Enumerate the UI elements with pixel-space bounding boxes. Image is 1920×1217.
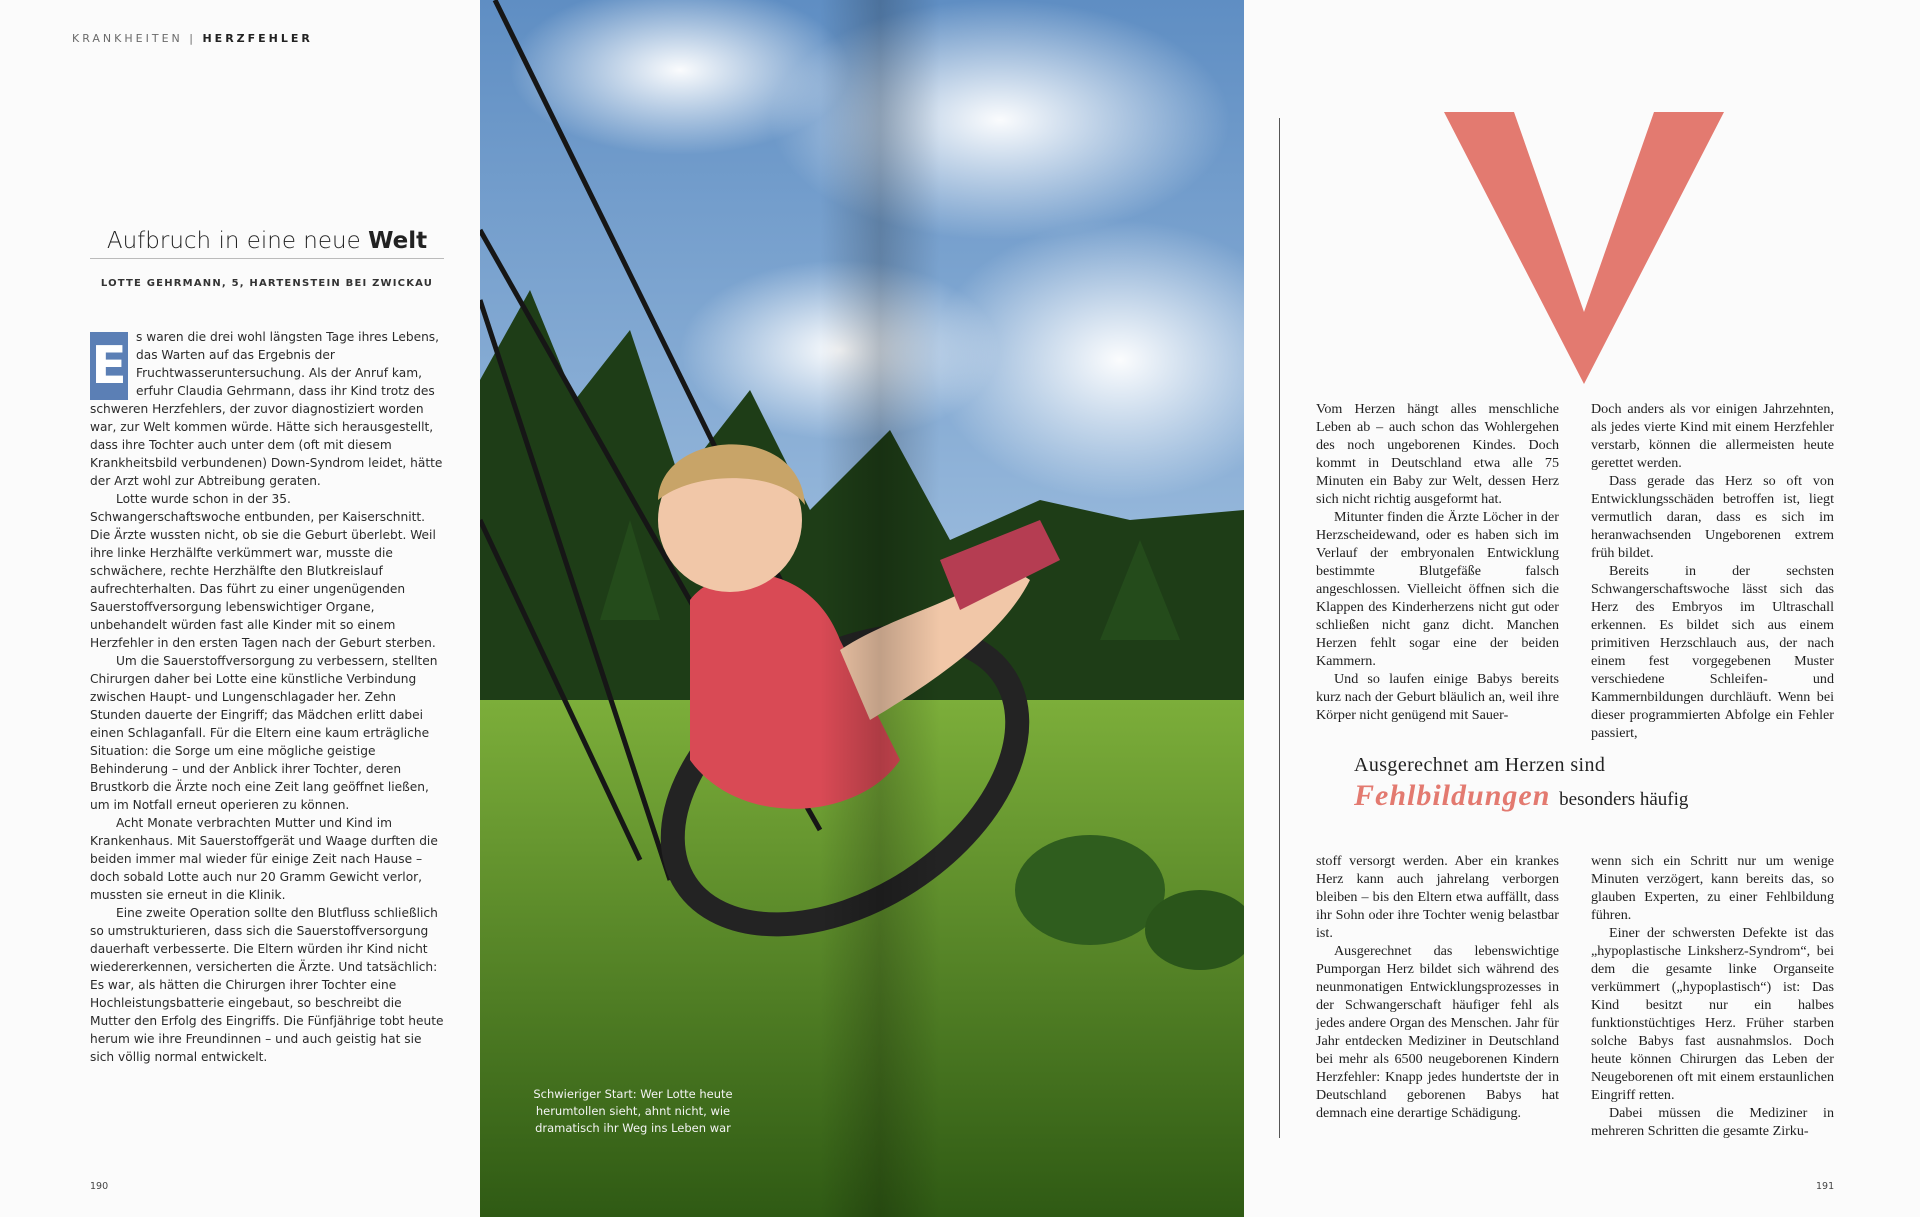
- left-body-text: [90, 328, 444, 1066]
- paragraph: Um die Sauerstoffversorgung zu verbessern, stellten Chirurgen daher bei Lotte eine künstliche Verbindung zwischen Haupt- und Lungenschlagader her. Zehn Stunden dauerte der Eingriff; das Mädchen erlitt dabei einen Schlaganfall. Für die Eltern eine kaum erträgliche Situation: die Sorge um eine mögliche geistige Behinderung – und der Anblick ihrer Tochter, deren Brustkorb die Ärzte noch eine Zeit lang geöffnet ließen, um im Notfall erneut operieren zu können.: [90, 654, 438, 812]
- article-headline: [90, 228, 444, 259]
- paragraph: Lotte wurde schon in der 35. Schwangerschaftswoche entbunden, per Kaiserschnitt. Die Ärzte wussten nicht, ob sie die Geburt überlebt. Weil ihre linke Herzhälfte verkümmert war, musste die schwächere, rechte Herzhälfte den Blutkreislauf aufrechterhalten. Das führt zu einer ungenügenden Sauerstoffversorgung lebenswichtiger Organe, unbehandelt würden fast alle Kinder mit so einem Herzfehler in den ersten Tagen nach der Geburt sterben.: [90, 492, 436, 650]
- paragraph-text: s waren die drei wohl längsten Tage ihres Lebens, das Warten auf das Ergebnis der Fruchtwasseruntersuchung. Als der Anruf kam, erfuhr Claudia Gehrmann, dass ihr Kind trotz des schweren Herzfehlers, der zuvor diagnostiziert worden war, zur Welt kommen würde. Hätte sich herausgestellt, dass ihre Tochter auch unter dem (oft mit diesem Krankheitsbild verbundenen) Down-Syndrom leidet, hätte der Arzt wohl zur Abtreibung geraten.: [90, 330, 443, 488]
- column-2-top: [1591, 400, 1834, 742]
- page-number-left: 190: [90, 1181, 109, 1192]
- paragraph: Vom Herzen hängt alles menschliche Leben ab – auch schon das Wohlergehen des noch ungeborenen Kindes. Doch kommt in Deutschland etwa alle 75 Minuten ein Baby zur Welt, dessen Herz sich nicht richtig ausgeformt hat.: [1316, 401, 1559, 507]
- paragraph: stoff versorgt werden. Aber ein krankes Herz kann auch jahrelang verborgen bleiben – bis den Eltern etwa auffällt, dass ihr Sohn oder ihre Tochter wenig belastbar ist.: [1316, 853, 1559, 941]
- paragraph: Dass gerade das Herz so oft von Entwicklungsschäden betroffen ist, liegt vermutlich daran, dass es sich im heranwachsenden Ungeborenen extrem früh bildet.: [1591, 473, 1834, 561]
- initial-v: [1444, 112, 1724, 384]
- headline-bold: Welt: [368, 228, 428, 254]
- drop-cap: E: [90, 332, 128, 400]
- byline: LOTTE GEHRMANN, 5, HARTENSTEIN BEI ZWICKAU: [100, 278, 434, 289]
- column-2-bottom: [1591, 852, 1834, 1140]
- column-1-top: [1316, 400, 1559, 724]
- paragraph: Ausgerechnet das lebenswichtige Pumporgan Herz bildet sich während des neunmonatigen Entwicklungsprozesses in der Schwangerschaft häufiger fehl als jedes andere Organ des Menschen. Jahr für Jahr entdecken Mediziner in Deutschland bei mehr als 6500 neugeborenen Kindern Herzfehler: Knapp jedes hundertste der in Deutschland geborenen Babys hat demnach eine derartige Schädigung.: [1316, 943, 1559, 1121]
- paragraph: Eine zweite Operation sollte den Blutfluss schließlich so umstrukturieren, dass sich die Sauerstoffversorgung dauerhaft verbesserte. Die Eltern würden ihr Kind nicht wiedererkennen, versicherten die Ärzte. Und tatsächlich: Es war, als hätten die Chirurgen ihrer Tochter eine Hochleistungsbatterie eingebaut, so beschreibt die Mutter den Erfolg des Eingriffs. Die Fünfjährige tobt heute herum wie ihre Freundinnen – und auch geistig hat sie sich völlig normal entwickelt.: [90, 906, 444, 1064]
- paragraph: Doch anders als vor einigen Jahrzehnten, als jedes vierte Kind mit einem Herzfehler verstarb, können die allermeisten heute gerettet werden.: [1591, 401, 1834, 471]
- initial-v-letter: V: [1584, 249, 1596, 266]
- paragraph: Dabei müssen die Mediziner in mehreren Schritten die gesamte Zirku-: [1591, 1105, 1834, 1139]
- paragraph: Bereits in der sechsten Schwangerschaftswoche lässt sich das Herz des Embryos im Ultraschall erkennen. Es bildet sich aus einem primitiven Herzschlauch aus, der nach einem fest vorgegebenen Muster verschiedene Schleifen- und Kammernbildungen durchläuft. Wenn bei dieser programmierten Abfolge ein Fehler passiert,: [1591, 563, 1834, 741]
- pull-quote-rest: besonders häufig: [1559, 789, 1689, 810]
- header-separator: |: [189, 32, 196, 45]
- page-gutter: [820, 0, 940, 1217]
- pull-quote-line1: Ausgerechnet am Herzen sind: [1354, 754, 1606, 776]
- paragraph: Einer der schwersten Defekte ist das „hypoplastische Linksherz-Syndrom“, bei dem die gesamte linke Organseite verkümmert („hypoplastisch“) ist: Das Kind besitzt nur ein halbes funktionstüchtiges Herz. Früher starben solche Babys fast ausnahmslos. Doch heute können Chirurgen das Leben der Neugeborenen oft mit einem erstaunlichen Eingriff retten.: [1591, 925, 1834, 1103]
- right-page: [1244, 0, 1920, 1217]
- pull-quote-accent: Fehlbildungen: [1354, 779, 1551, 812]
- paragraph: Mitunter finden die Ärzte Löcher in der Herzscheidewand, oder es haben sich im Verlauf der embryonalen Entwicklung bestimmte Blutgefäße falsch angeschlossen. Vielleicht öffnen sich die Klappen des Kinderherzens nicht gut oder schließen nicht ganz dicht. Manchen Herzen fehlt sogar eine der beiden Kammern.: [1316, 509, 1559, 669]
- swing-photo: [480, 0, 1244, 1217]
- paragraph: Und so laufen einige Babys bereits kurz nach der Geburt bläulich an, weil ihre Körper nicht genügend mit Sauer-: [1316, 671, 1559, 723]
- pull-quote: [1354, 754, 1784, 813]
- topic-label: HERZFEHLER: [202, 32, 313, 45]
- section-header: [72, 32, 313, 45]
- paragraph: wenn sich ein Schritt nur um wenige Minuten verzögert, kann bereits das, so glauben Experten, zu einer Fehlbildung führen.: [1591, 853, 1834, 923]
- column-1-bottom: [1316, 852, 1559, 1122]
- left-page: [0, 0, 480, 1217]
- page-number-right: 191: [1816, 1181, 1835, 1192]
- section-label: KRANKHEITEN: [72, 32, 183, 45]
- headline-light: Aufbruch in eine neue: [106, 228, 361, 254]
- bush: [1015, 835, 1165, 945]
- paragraph: Acht Monate verbrachten Mutter und Kind im Krankenhaus. Mit Sauerstoffgerät und Waage durften die beiden immer mal wieder für einige Zeit nach Hause – doch sobald Lotte auch nur 20 Gramm Gewicht verlor, mussten sie erneut in die Klinik.: [90, 816, 438, 902]
- photo-caption: Schwieriger Start: Wer Lotte heute herumtollen sieht, ahnt nicht, wie dramatisch ihr Weg ins Leben war: [533, 1087, 733, 1135]
- vertical-rule: [1279, 118, 1280, 1138]
- photo-illustration: [480, 0, 1244, 1217]
- paragraph: [90, 328, 444, 490]
